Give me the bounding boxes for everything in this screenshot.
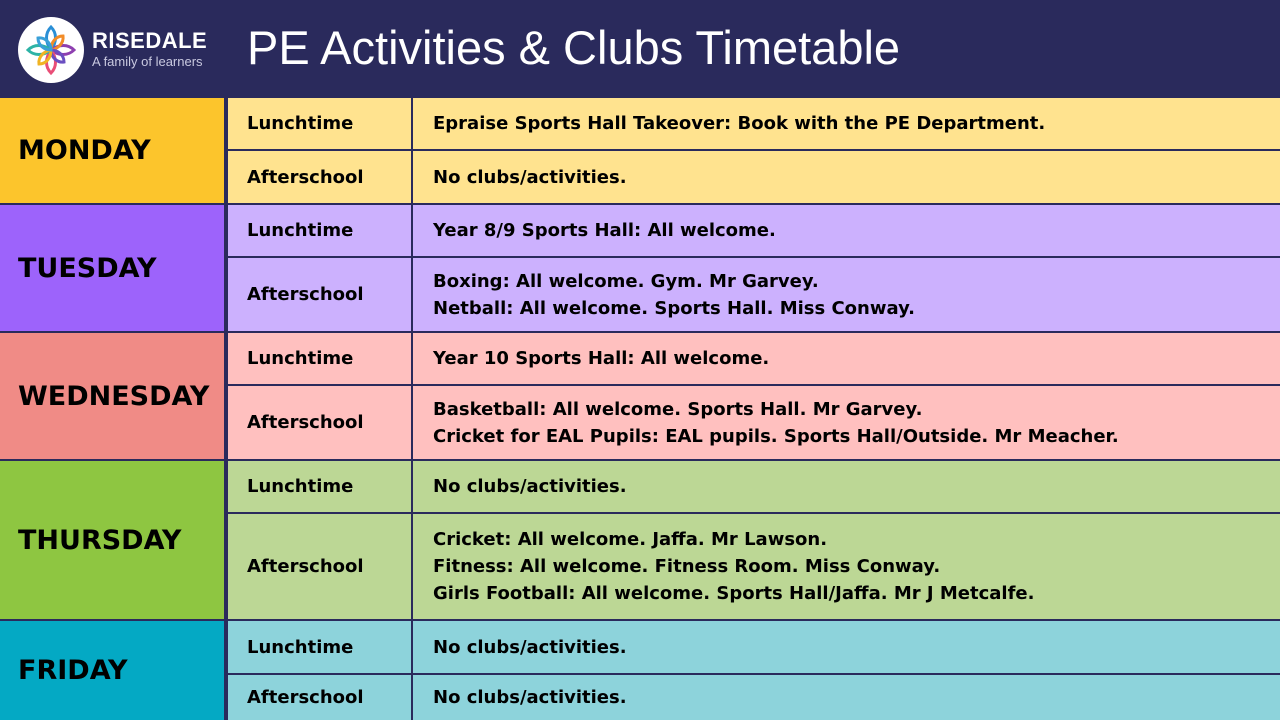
activity-line: Epraise Sports Hall Takeover: Book with the PE Department.: [433, 113, 1046, 134]
slot-afterschool: [228, 258, 1280, 333]
page-title: PE Activities & Clubs Timetable: [247, 21, 901, 74]
activity-line: No clubs/activities.: [433, 687, 627, 708]
activity-line: Cricket for EAL Pupils: EAL pupils. Sports Hall/Outside. Mr Meacher.: [433, 425, 1119, 447]
slot-label: Afterschool: [228, 258, 413, 331]
slot-activities: [415, 514, 1280, 619]
day-thursday: [0, 461, 1280, 621]
brand-name: RISEDALE: [92, 28, 208, 53]
activity-line: Boxing: All welcome. Gym. Mr Garvey.: [433, 270, 819, 292]
activity-line: No clubs/activities.: [433, 636, 627, 658]
slot-activities: [415, 386, 1280, 459]
school-logo: [18, 17, 84, 83]
slot-label: Lunchtime: [228, 621, 413, 673]
slot-afterschool: [228, 386, 1280, 461]
day-monday: [0, 98, 1280, 205]
activity-line: Fitness: All welcome. Fitness Room. Miss Conway.: [433, 556, 941, 577]
day-label: MONDAY: [0, 98, 226, 205]
day-friday: [0, 621, 1280, 720]
slot-lunchtime: [228, 205, 1280, 258]
slot-label: Lunchtime: [228, 205, 413, 256]
slot-label: Lunchtime: [228, 98, 413, 149]
slot-activities: [415, 205, 1280, 256]
activity-line: No clubs/activities.: [433, 476, 627, 497]
slot-activities: [415, 333, 1280, 384]
slot-activities: [415, 258, 1280, 331]
slot-label: Afterschool: [228, 675, 413, 720]
activity-line: Netball: All welcome. Sports Hall. Miss Conway.: [433, 297, 916, 319]
activity-line: Year 10 Sports Hall: All welcome.: [433, 348, 770, 369]
header: [0, 0, 1280, 98]
activity-line: Girls Football: All welcome. Sports Hall/Jaffa. Mr J Metcalfe.: [433, 583, 1035, 604]
slot-label: Afterschool: [228, 386, 413, 459]
day-label: TUESDAY: [0, 205, 226, 333]
slot-activities: [415, 98, 1280, 149]
slot-lunchtime: [228, 621, 1280, 675]
slot-afterschool: [228, 151, 1280, 205]
day-tuesday: [0, 205, 1280, 333]
slot-label: Afterschool: [228, 514, 413, 619]
day-label: FRIDAY: [0, 621, 226, 720]
activity-line: Cricket: All welcome. Jaffa. Mr Lawson.: [433, 529, 828, 550]
brand-tagline: A family of learners: [92, 54, 203, 69]
slot-lunchtime: [228, 98, 1280, 151]
slot-lunchtime: [228, 461, 1280, 514]
slot-label: Lunchtime: [228, 461, 413, 512]
slot-label: Afterschool: [228, 151, 413, 203]
slot-activities: [415, 621, 1280, 673]
activity-line: Basketball: All welcome. Sports Hall. Mr Garvey.: [433, 398, 923, 420]
day-label: WEDNESDAY: [0, 333, 226, 461]
slot-activities: [415, 675, 1280, 720]
day-wednesday: [0, 333, 1280, 461]
slot-label: Lunchtime: [228, 333, 413, 384]
slot-afterschool: [228, 675, 1280, 720]
slot-activities: [415, 151, 1280, 203]
activity-line: Year 8/9 Sports Hall: All welcome.: [433, 220, 776, 241]
slot-afterschool: [228, 514, 1280, 621]
activity-line: No clubs/activities.: [433, 166, 627, 188]
flower-logo-icon: [18, 17, 84, 83]
slot-lunchtime: [228, 333, 1280, 386]
timetable: [0, 98, 1280, 720]
slot-activities: [415, 461, 1280, 512]
day-label: THURSDAY: [0, 461, 226, 621]
